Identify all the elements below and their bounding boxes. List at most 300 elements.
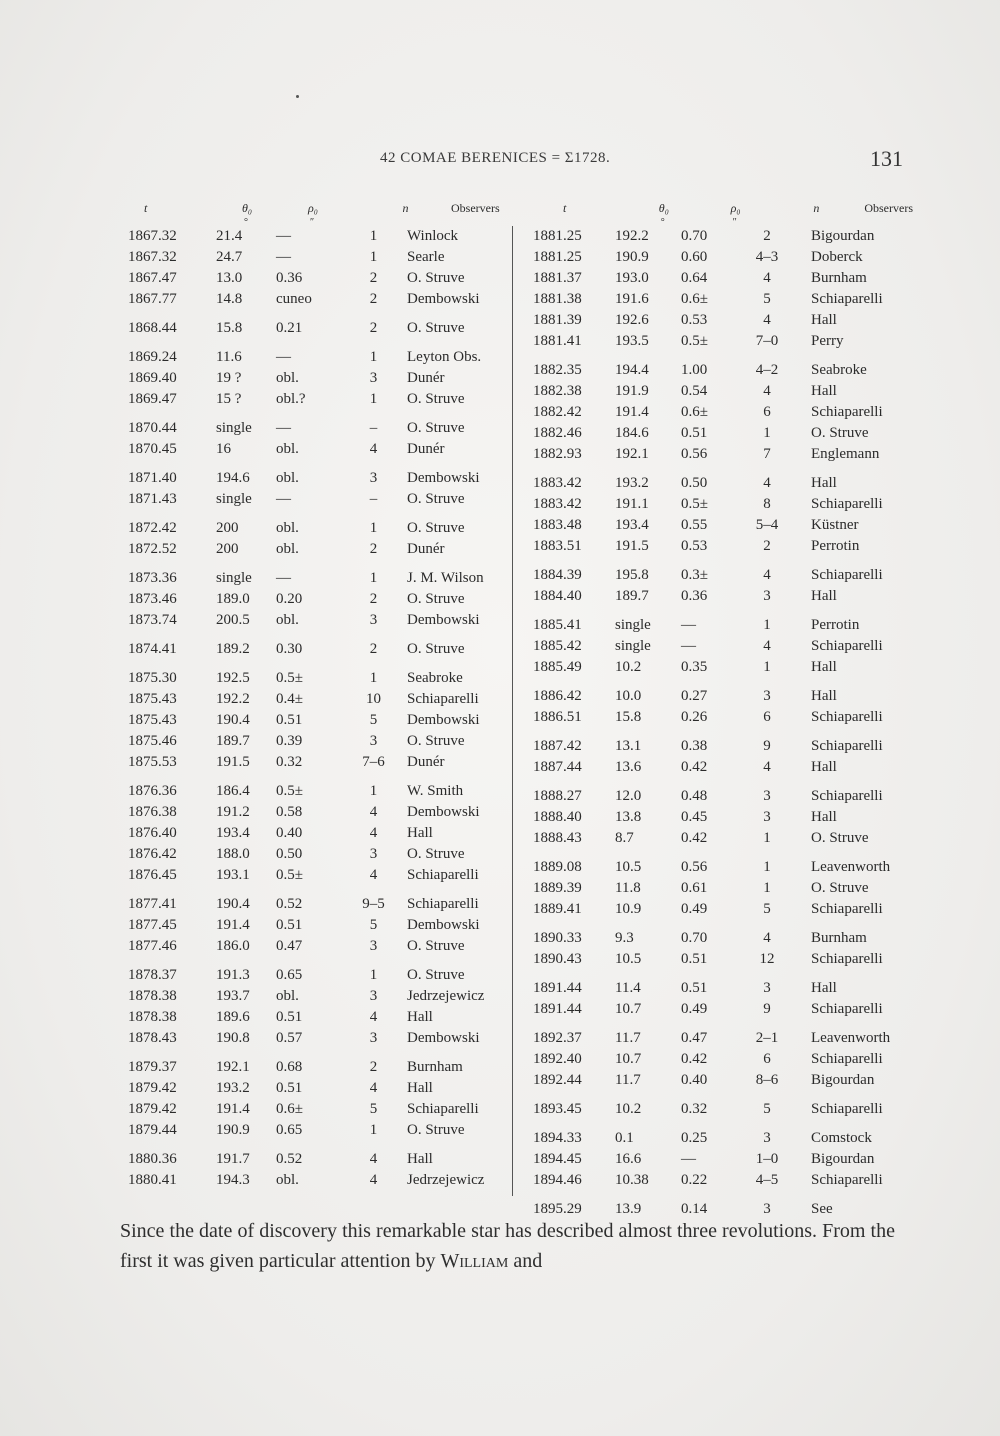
nights: 1 [763,659,771,675]
observer: Dembowski [407,712,480,728]
observer: Dembowski [407,470,480,486]
position-angle: 16.6 [615,1151,642,1167]
nights: 9–5 [362,896,385,912]
obs-epoch: 1881.41 [533,333,582,349]
table-row [128,668,503,689]
obs-epoch: 1879.37 [128,1059,177,1075]
table-row [533,310,913,331]
obs-epoch: 1893.45 [533,1101,582,1117]
distance: 0.53 [681,538,708,554]
table-row [533,1170,913,1191]
distance: 0.38 [681,738,708,754]
distance: — [681,1151,696,1167]
distance: 0.5± [276,670,303,686]
distance: 0.70 [681,228,708,244]
nights: 3 [369,988,378,1004]
observer: Hall [407,1080,433,1096]
table-row [128,568,503,589]
nights: 6 [763,1051,771,1067]
distance: — [276,420,291,436]
distance: 0.65 [276,1122,303,1138]
observer: Bigourdan [811,1151,875,1167]
obs-epoch: 1867.77 [128,291,177,307]
table-row [533,1070,913,1091]
table-row [128,1028,503,1049]
position-angle: 195.8 [615,567,649,583]
position-angle: 192.2 [615,228,649,244]
distance: — [681,617,696,633]
position-angle: 19 ? [216,370,242,386]
obs-epoch: 1892.40 [533,1051,582,1067]
observer: Hall [407,1009,433,1025]
obs-epoch: 1878.38 [128,988,177,1004]
position-angle: 191.3 [216,967,250,983]
obs-epoch: 1868.44 [128,320,177,336]
nights: 5 [369,1101,378,1117]
distance: 0.51 [276,917,303,933]
obs-epoch: 1891.44 [533,980,582,996]
nights: 2 [763,228,771,244]
observer: Perry [811,333,844,349]
position-angle: 189.6 [216,1009,250,1025]
table-row [128,368,503,389]
nights: 5 [763,901,771,917]
table-row [533,999,913,1020]
position-angle: 188.0 [216,846,250,862]
table-body-left [128,226,503,1191]
table-row [128,318,503,339]
position-angle: 190.4 [216,712,250,728]
table-row [533,536,913,557]
table-row [128,823,503,844]
group-gap [533,1120,913,1128]
nights: 3 [369,846,378,862]
obs-epoch: 1887.42 [533,738,582,754]
nights: 4 [369,825,378,841]
observer: Dunér [407,754,445,770]
nights: 5–4 [755,517,779,533]
obs-epoch: 1885.41 [533,617,582,633]
nights: 2 [369,541,378,557]
observer: O. Struve [407,846,465,862]
obs-epoch: 1884.40 [533,588,582,604]
observer: Dunér [407,441,445,457]
obs-epoch: 1882.42 [533,404,582,420]
table-row [533,331,913,352]
obs-epoch: 1869.24 [128,349,177,365]
distance: 0.51 [276,1080,303,1096]
observer: Schiaparelli [811,738,883,754]
observer: O. Struve [811,830,869,846]
observer: Schiaparelli [407,896,479,912]
nights: 4 [763,383,771,399]
position-angle: 193.2 [615,475,649,491]
table-row [533,423,913,444]
table-row [128,1057,503,1078]
table-row [533,736,913,757]
nights: 3 [369,1030,378,1046]
distance: 0.40 [681,1072,708,1088]
obs-epoch: 1869.47 [128,391,177,407]
nights: 1 [369,228,378,244]
observer: Schiaparelli [811,1172,883,1188]
table-row [128,347,503,368]
obs-epoch: 1883.51 [533,538,582,554]
table-row [128,865,503,886]
ink-speck [296,95,299,98]
distance: 0.21 [276,320,303,336]
table-row [128,1007,503,1028]
group-gap [128,310,503,318]
position-angle: 11.6 [216,349,242,365]
observer: Perrotin [811,538,860,554]
group-gap [128,660,503,668]
obs-epoch: 1886.42 [533,688,582,704]
table-row [533,444,913,465]
obs-epoch: 1878.37 [128,967,177,983]
obs-epoch: 1876.38 [128,804,177,820]
observer: Hall [811,383,837,399]
observer: O. Struve [407,391,465,407]
table-row [533,707,913,728]
nights: 2 [369,320,378,336]
distance: 0.51 [681,951,708,967]
group-gap [533,1191,913,1199]
distance: 0.35 [681,659,708,675]
distance: obl. [276,1172,299,1188]
observer: Dembowski [407,291,480,307]
position-angle: 191.9 [615,383,649,399]
header-rho: ρ₀ ″ [730,201,741,228]
distance: 0.40 [276,825,303,841]
observer: Dembowski [407,612,480,628]
obs-epoch: 1879.42 [128,1101,177,1117]
table-row [533,268,913,289]
nights: 7 [763,446,771,462]
distance: 0.36 [681,588,708,604]
position-angle: 191.4 [216,1101,250,1117]
observer: O. Struve [407,641,465,657]
obs-epoch: 1869.40 [128,370,177,386]
group-gap [128,460,503,468]
observer: Burnham [811,930,867,946]
nights: 4 [369,804,378,820]
position-angle: 191.1 [615,496,649,512]
observer: O. Struve [407,967,465,983]
obs-epoch: 1872.42 [128,520,177,536]
nights: 3 [763,588,771,604]
observer: Hall [811,759,837,775]
observer: Leavenworth [811,859,891,875]
position-angle: 193.2 [216,1080,250,1096]
distance: 0.27 [681,688,708,704]
observer: Searle [407,249,445,265]
observer: Dembowski [407,917,480,933]
distance: obl. [276,988,299,1004]
nights: 1–0 [755,1151,779,1167]
obs-epoch: 1891.44 [533,1001,582,1017]
position-angle: 10.7 [615,1051,642,1067]
nights: 4 [763,759,771,775]
nights: 3 [763,1201,771,1217]
group-gap [533,849,913,857]
distance: 0.14 [681,1201,708,1217]
nights: 12 [759,951,775,967]
obs-epoch: 1879.44 [128,1122,177,1138]
obs-epoch: 1874.41 [128,641,177,657]
nights: 1 [369,520,378,536]
obs-epoch: 1892.37 [533,1030,582,1046]
nights: 8–6 [755,1072,779,1088]
nights: 3 [763,688,771,704]
nights: 4 [763,270,771,286]
position-angle: single [615,638,651,654]
distance: 0.68 [276,1059,303,1075]
observer: Comstock [811,1130,872,1146]
obs-epoch: 1876.36 [128,783,177,799]
distance: 0.61 [681,880,708,896]
distance: 0.42 [681,1051,708,1067]
table-row [128,418,503,439]
group-gap [533,607,913,615]
position-angle: 15.8 [216,320,243,336]
table-row [533,1149,913,1170]
nights: 1 [763,425,771,441]
observer: Schiaparelli [811,709,883,725]
table-row [533,949,913,970]
position-angle: 10.2 [615,659,642,675]
observer: O. Struve [811,880,869,896]
table-row [128,247,503,268]
obs-epoch: 1875.43 [128,691,177,707]
obs-epoch: 1875.53 [128,754,177,770]
nights: 1 [763,859,771,875]
nights: 5 [369,712,378,728]
distance: 0.50 [681,475,708,491]
obs-epoch: 1875.30 [128,670,177,686]
observer: Jedrzejewicz [407,988,485,1004]
position-angle: 15.8 [615,709,642,725]
distance: 0.60 [681,249,708,265]
distance: 0.39 [276,733,303,749]
table-row [533,857,913,878]
obs-epoch: 1883.42 [533,475,582,491]
observer: O. Struve [407,270,465,286]
table-row [128,894,503,915]
position-angle: 194.4 [615,362,649,378]
table-row [128,489,503,510]
observer: Hall [407,825,433,841]
table-row [128,226,503,247]
nights: 1 [369,967,378,983]
observer: Schiaparelli [811,788,883,804]
observer: Schiaparelli [811,901,883,917]
position-angle: 193.7 [216,988,250,1004]
distance: 0.50 [276,846,303,862]
nights: 3 [763,1130,771,1146]
distance: 0.65 [276,967,303,983]
obs-epoch: 1890.33 [533,930,582,946]
distance: 0.32 [276,754,303,770]
position-angle: single [216,420,252,436]
position-angle: 13.9 [615,1201,642,1217]
table-row [128,710,503,731]
position-angle: 193.1 [216,867,250,883]
running-header: 42 COMAE BERENICES = Σ1728. [380,150,611,166]
distance: 0.64 [681,270,708,286]
table-row [533,515,913,536]
group-gap [128,886,503,894]
position-angle: 186.4 [216,783,250,799]
position-angle: 13.1 [615,738,642,754]
observer: Perrotin [811,617,860,633]
observer: Hall [407,1151,433,1167]
nights: 4–3 [755,249,779,265]
obs-epoch: 1877.45 [128,917,177,933]
position-angle: 193.0 [615,270,649,286]
position-angle: 200.5 [216,612,250,628]
distance: 0.5± [681,496,708,512]
group-gap [533,1020,913,1028]
table-row [128,986,503,1007]
distance: 0.6± [681,404,708,420]
nights: 10 [366,691,381,707]
table-left-column [128,198,503,1191]
observer: Jedrzejewicz [407,1172,485,1188]
header-rho: ρ₀ ″ [308,201,318,228]
obs-epoch: 1884.39 [533,567,582,583]
distance: 0.48 [681,788,708,804]
position-angle: 193.4 [216,825,250,841]
obs-epoch: 1890.43 [533,951,582,967]
nights: 4 [369,441,378,457]
position-angle: 189.7 [615,588,649,604]
obs-epoch: 1883.42 [533,496,582,512]
group-gap [128,631,503,639]
position-angle: 192.1 [216,1059,250,1075]
nights: 3 [369,612,378,628]
table-row [128,1099,503,1120]
observer: O. Struve [407,938,465,954]
obs-epoch: 1877.41 [128,896,177,912]
observer: Hall [811,980,837,996]
table-row [533,586,913,607]
position-angle: 10.5 [615,951,642,967]
obs-epoch: 1883.48 [533,517,582,533]
observer: O. Struve [407,491,465,507]
obs-epoch: 1871.40 [128,470,177,486]
position-angle: 184.6 [615,425,649,441]
position-angle: 190.8 [216,1030,250,1046]
nights: 2 [369,270,378,286]
observer: Schiaparelli [811,638,883,654]
table-row [128,1170,503,1191]
obs-epoch: 1887.44 [533,759,582,775]
obs-epoch: 1879.42 [128,1080,177,1096]
group-gap [533,465,913,473]
position-angle: 192.5 [216,670,250,686]
nights: 4 [369,1172,378,1188]
position-angle: 189.7 [216,733,250,749]
body-paragraph: Since the date of discovery this remarkable star has described almost three revolutions. From the first it was given particular attention by William and [120,1220,895,1272]
nights: 5 [369,917,378,933]
distance: 1.00 [681,362,708,378]
distance: obl.? [276,391,306,407]
table-row [533,928,913,949]
table-row [128,802,503,823]
table-row [533,807,913,828]
distance: 0.47 [681,1030,708,1046]
position-angle: 11.8 [615,880,641,896]
observer: Seabroke [811,362,867,378]
table-row [533,786,913,807]
observer: Hall [811,688,837,704]
position-angle: 194.3 [216,1172,250,1188]
distance: — [681,638,696,654]
page-number: 131 [870,146,903,171]
obs-epoch: 1872.52 [128,541,177,557]
distance: obl. [276,612,299,628]
obs-epoch: 1882.93 [533,446,582,462]
nights: 2 [369,1059,378,1075]
nights: 3 [369,733,378,749]
observer: Hall [811,809,837,825]
distance: 0.52 [276,1151,303,1167]
observer: O. Struve [811,425,869,441]
nights: 1 [763,617,771,633]
distance: 0.53 [681,312,708,328]
position-angle: 190.9 [615,249,649,265]
distance: 0.55 [681,517,708,533]
group-gap [533,778,913,786]
position-angle: 191.5 [615,538,649,554]
table-row [128,781,503,802]
table-row [128,1120,503,1141]
observer: O. Struve [407,733,465,749]
position-angle: 24.7 [216,249,243,265]
distance: — [276,491,291,507]
distance: 0.5± [681,333,708,349]
obs-epoch: 1873.36 [128,570,177,586]
group-gap [533,1091,913,1099]
position-angle: 200 [216,541,239,557]
group-gap [533,557,913,565]
nights: 3 [369,938,378,954]
nights: 6 [763,404,771,420]
observer: Schiaparelli [811,404,883,420]
table-row [128,844,503,865]
distance: — [276,349,291,365]
distance: cuneo [276,291,312,307]
observer: Schiaparelli [407,867,479,883]
position-angle: 13.8 [615,809,642,825]
table-row [128,468,503,489]
table-row [533,289,913,310]
table-header [533,198,913,226]
obs-epoch: 1875.46 [128,733,177,749]
distance: — [276,228,291,244]
group-gap [128,510,503,518]
obs-epoch: 1873.74 [128,612,177,628]
position-angle: 193.5 [615,333,649,349]
position-angle: 10.38 [615,1172,649,1188]
position-angle: 10.5 [615,859,642,875]
table-right-column [533,198,913,1220]
obs-epoch: 1882.46 [533,425,582,441]
distance: obl. [276,520,299,536]
position-angle: 16 [216,441,231,457]
nights: 3 [763,980,771,996]
